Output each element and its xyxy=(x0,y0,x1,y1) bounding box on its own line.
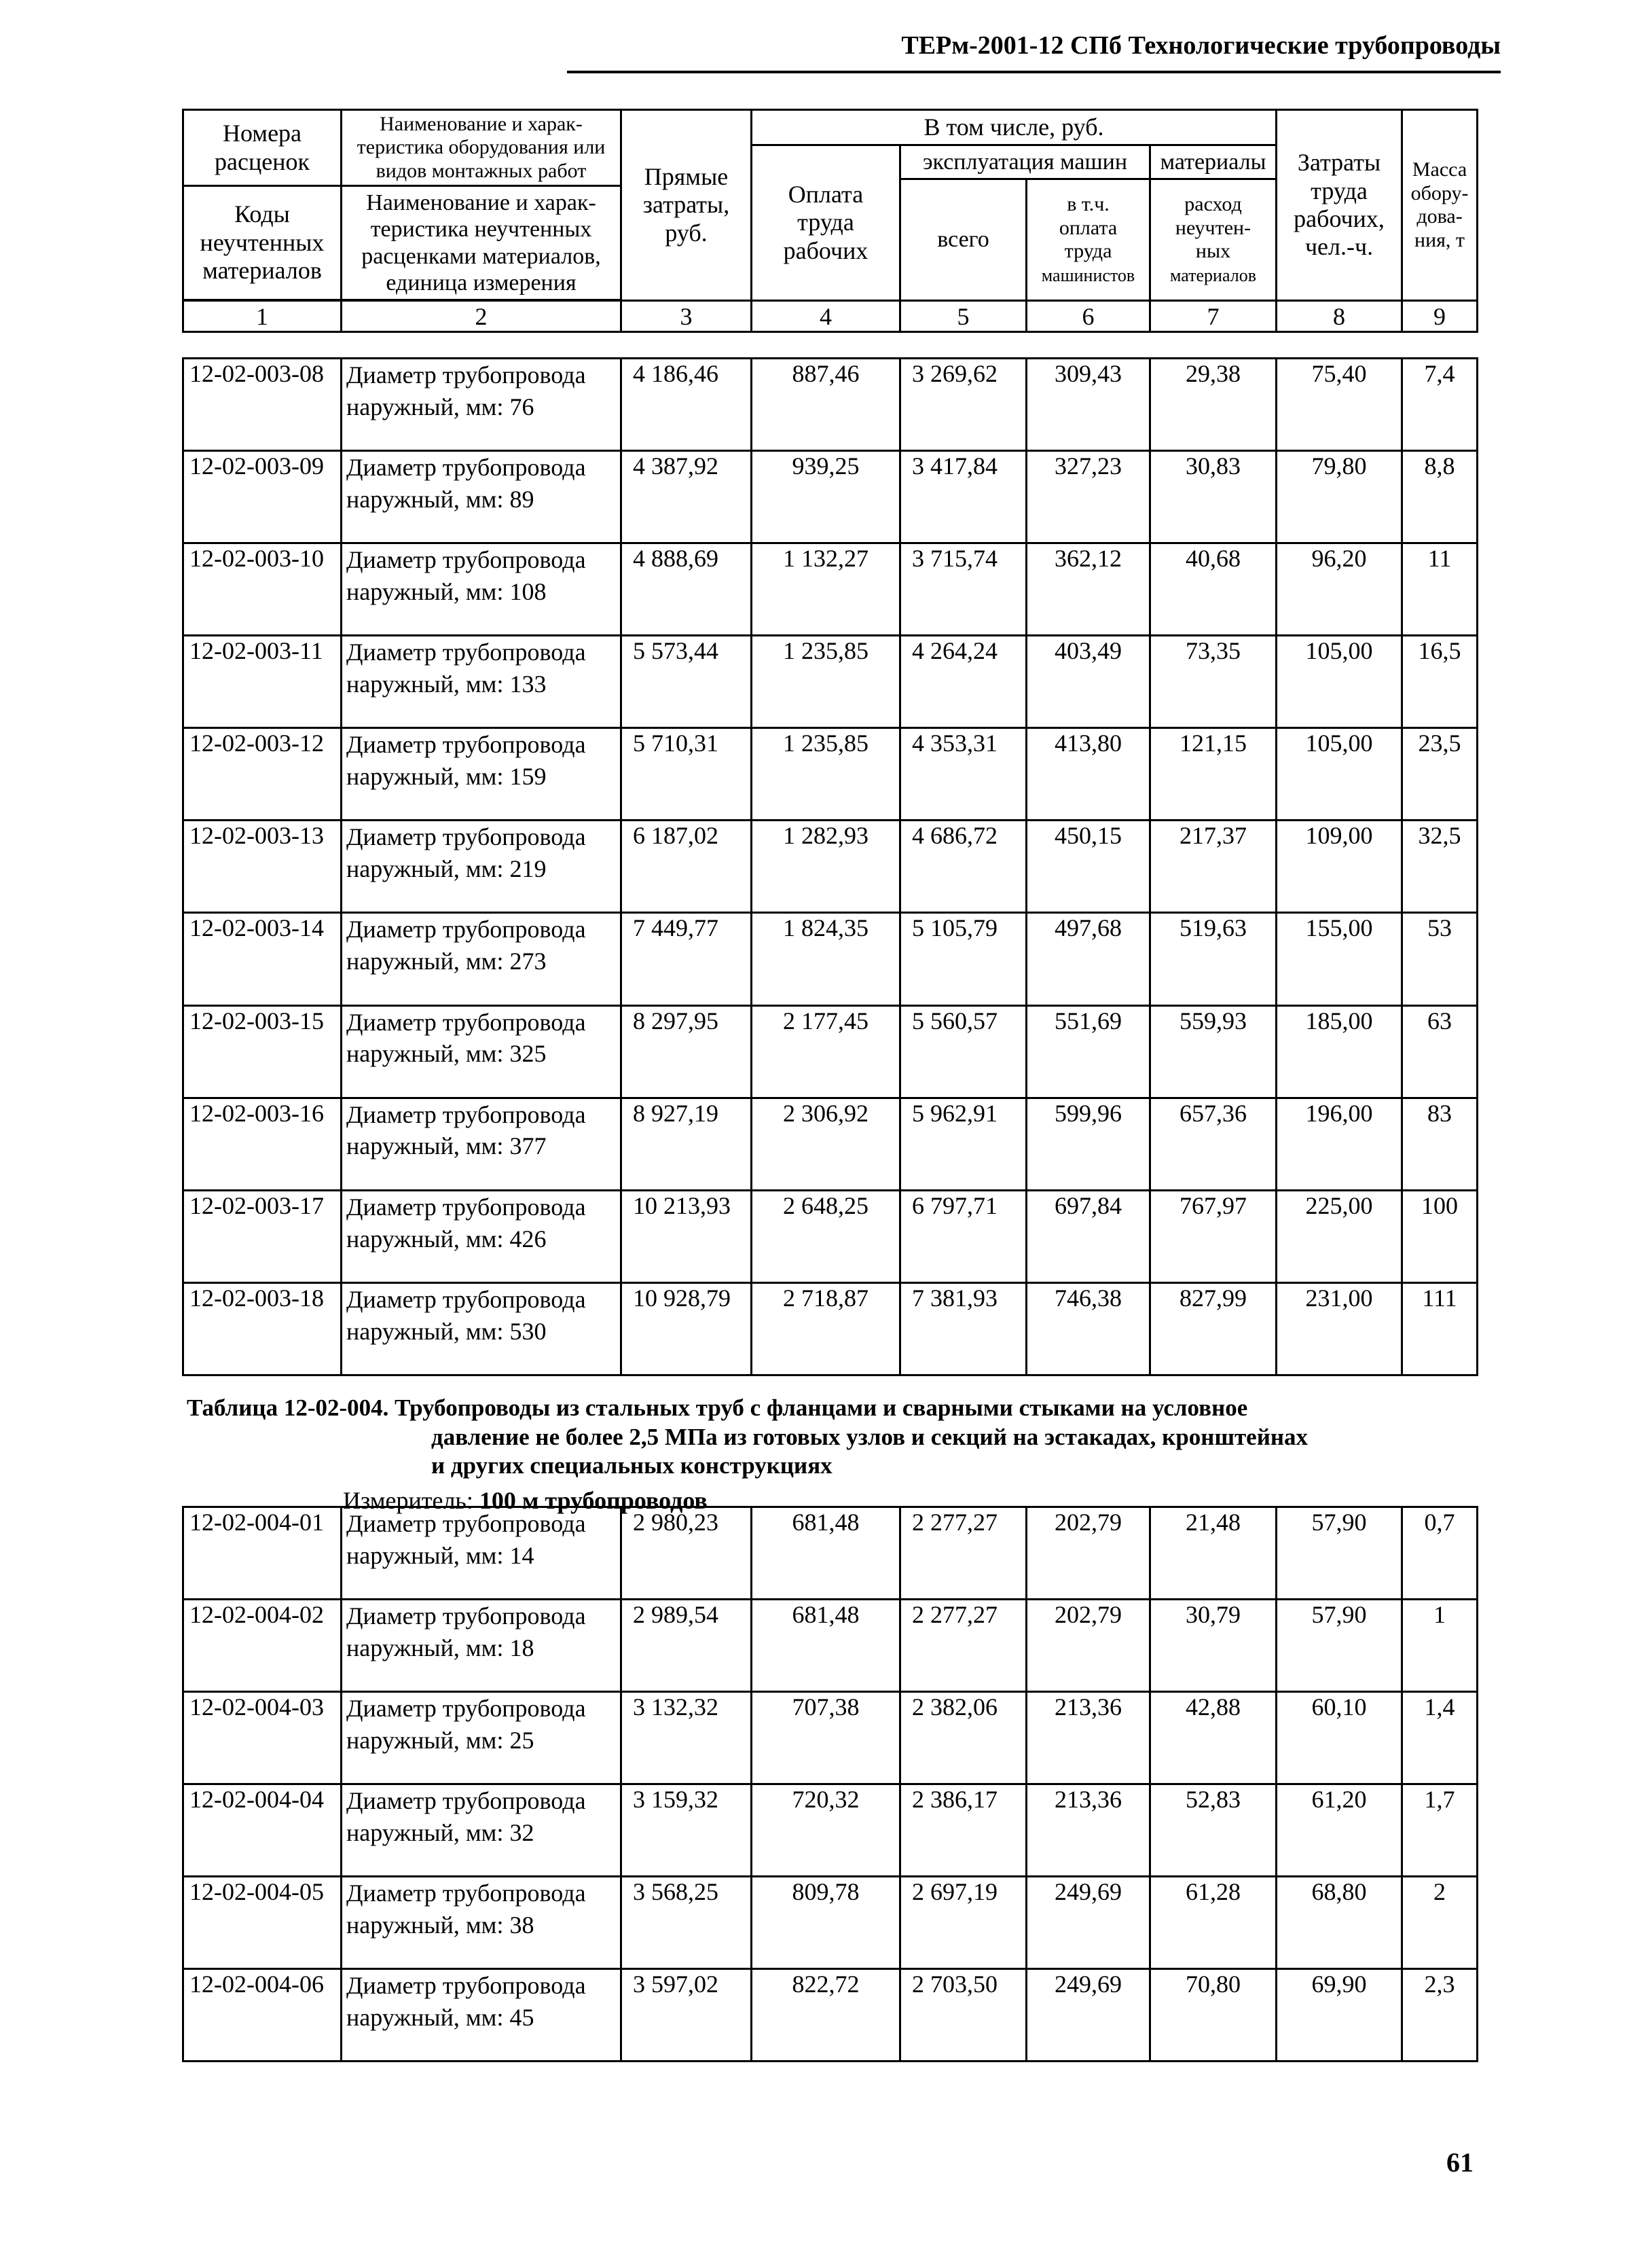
operator-pay-cell: 413,80 xyxy=(1027,728,1150,821)
labor-hours-cell: 231,00 xyxy=(1277,1282,1402,1375)
operator-pay-cell: 551,69 xyxy=(1027,1005,1150,1098)
equipment-mass-cell: 32,5 xyxy=(1402,821,1478,913)
machines-total-cell: 2 277,27 xyxy=(900,1600,1027,1692)
machines-total-cell: 2 697,19 xyxy=(900,1877,1027,1969)
column-number: 4 xyxy=(752,301,900,332)
materials-cell: 61,28 xyxy=(1150,1877,1277,1969)
equipment-mass-cell: 16,5 xyxy=(1402,636,1478,728)
worker-pay-cell: 681,48 xyxy=(752,1507,900,1600)
table-row xyxy=(183,1877,1478,1969)
labor-hours-cell: 196,00 xyxy=(1277,1098,1402,1190)
header-machine-operation: эксплуатация машин xyxy=(900,145,1150,179)
labor-hours-cell: 57,90 xyxy=(1277,1507,1402,1600)
work-description-cell: Диаметр трубопровода наружный, мм: 377 xyxy=(342,1098,621,1190)
rate-code-cell: 12-02-003-09 xyxy=(183,451,342,543)
direct-costs-cell: 3 597,02 xyxy=(621,1969,752,2062)
equipment-mass-cell: 63 xyxy=(1402,1005,1478,1098)
labor-hours-cell: 57,90 xyxy=(1277,1600,1402,1692)
work-description-cell: Диаметр трубопровода наружный, мм: 14 xyxy=(342,1507,621,1600)
worker-pay-cell: 2 648,25 xyxy=(752,1190,900,1282)
work-description-cell: Диаметр трубопровода наружный, мм: 273 xyxy=(342,913,621,1005)
rate-code-cell: 12-02-004-06 xyxy=(183,1969,342,2062)
header-materials: материалы xyxy=(1150,145,1277,179)
worker-pay-cell: 720,32 xyxy=(752,1784,900,1877)
equipment-mass-cell: 53 xyxy=(1402,913,1478,1005)
work-description-cell: Диаметр трубопровода наружный, мм: 325 xyxy=(342,1005,621,1098)
work-description-cell: Диаметр трубопровода наружный, мм: 38 xyxy=(342,1877,621,1969)
work-description-cell: Диаметр трубопровода наружный, мм: 530 xyxy=(342,1282,621,1375)
worker-pay-cell: 1 824,35 xyxy=(752,913,900,1005)
worker-pay-cell: 887,46 xyxy=(752,359,900,451)
operator-pay-cell: 202,79 xyxy=(1027,1507,1150,1600)
rate-code-cell: 12-02-003-10 xyxy=(183,543,342,636)
work-description-cell: Диаметр трубопровода наружный, мм: 89 xyxy=(342,451,621,543)
work-description-cell: Диаметр трубопровода наружный, мм: 25 xyxy=(342,1692,621,1784)
table-row xyxy=(183,359,1478,451)
direct-costs-cell: 2 980,23 xyxy=(621,1507,752,1600)
caption-line: давление не более 2,5 МПа из готовых узлов и секций на эстакадах, кронштейнах xyxy=(431,1423,1309,1450)
table-row xyxy=(183,728,1478,821)
machines-total-cell: 5 105,79 xyxy=(900,913,1027,1005)
materials-cell: 40,68 xyxy=(1150,543,1277,636)
materials-cell: 30,83 xyxy=(1150,451,1277,543)
table-row xyxy=(183,636,1478,728)
worker-pay-cell: 707,38 xyxy=(752,1692,900,1784)
equipment-mass-cell: 1 xyxy=(1402,1600,1478,1692)
direct-costs-cell: 3 159,32 xyxy=(621,1784,752,1877)
materials-cell: 217,37 xyxy=(1150,821,1277,913)
labor-hours-cell: 79,80 xyxy=(1277,451,1402,543)
column-number: 2 xyxy=(342,301,621,332)
labor-hours-cell: 225,00 xyxy=(1277,1190,1402,1282)
materials-cell: 657,36 xyxy=(1150,1098,1277,1190)
direct-costs-cell: 6 187,02 xyxy=(621,821,752,913)
measurement-unit-label: Измеритель: xyxy=(343,1487,473,1514)
equipment-mass-cell: 111 xyxy=(1402,1282,1478,1375)
machines-total-cell: 4 353,31 xyxy=(900,728,1027,821)
machines-total-cell: 4 686,72 xyxy=(900,821,1027,913)
worker-pay-cell: 809,78 xyxy=(752,1877,900,1969)
equipment-mass-cell: 1,4 xyxy=(1402,1692,1478,1784)
rate-code-cell: 12-02-003-17 xyxy=(183,1190,342,1282)
rate-code-cell: 12-02-003-15 xyxy=(183,1005,342,1098)
machines-total-cell: 2 703,50 xyxy=(900,1969,1027,2062)
labor-hours-cell: 105,00 xyxy=(1277,636,1402,728)
labor-hours-cell: 105,00 xyxy=(1277,728,1402,821)
column-number-row xyxy=(183,301,1478,332)
work-description-cell: Диаметр трубопровода наружный, мм: 219 xyxy=(342,821,621,913)
work-description-cell: Диаметр трубопровода наружный, мм: 133 xyxy=(342,636,621,728)
direct-costs-cell: 8 927,19 xyxy=(621,1098,752,1190)
caption-line: Таблица 12-02-004. Трубопроводы из стальных труб с фланцами и сварными стыками на условное xyxy=(187,1394,1248,1421)
header-col1-top: Номера расценок xyxy=(183,110,342,186)
materials-cell: 42,88 xyxy=(1150,1692,1277,1784)
rate-code-cell: 12-02-003-14 xyxy=(183,913,342,1005)
table-caption-12-02-004 xyxy=(187,1394,1477,1481)
header-machines-total: всего xyxy=(900,179,1027,301)
materials-cell: 29,38 xyxy=(1150,359,1277,451)
work-description-cell: Диаметр трубопровода наружный, мм: 426 xyxy=(342,1190,621,1282)
direct-costs-cell: 8 297,95 xyxy=(621,1005,752,1098)
rate-code-cell: 12-02-003-13 xyxy=(183,821,342,913)
labor-hours-cell: 69,90 xyxy=(1277,1969,1402,2062)
header-col1-bottom: Коды неучтенных материалов xyxy=(183,186,342,300)
table-row xyxy=(183,1005,1478,1098)
labor-hours-cell: 61,20 xyxy=(1277,1784,1402,1877)
table-row xyxy=(183,1282,1478,1375)
header-unaccounted-materials: расход неучтен- ных материалов xyxy=(1150,179,1277,301)
equipment-mass-cell: 0,7 xyxy=(1402,1507,1478,1600)
worker-pay-cell: 2 177,45 xyxy=(752,1005,900,1098)
machines-total-cell: 5 962,91 xyxy=(900,1098,1027,1190)
column-number: 9 xyxy=(1402,301,1478,332)
operator-pay-cell: 249,69 xyxy=(1027,1877,1150,1969)
direct-costs-cell: 4 888,69 xyxy=(621,543,752,636)
direct-costs-cell: 10 213,93 xyxy=(621,1190,752,1282)
operator-pay-cell: 599,96 xyxy=(1027,1098,1150,1190)
work-description-cell: Диаметр трубопровода наружный, мм: 159 xyxy=(342,728,621,821)
equipment-mass-cell: 83 xyxy=(1402,1098,1478,1190)
machines-total-cell: 2 382,06 xyxy=(900,1692,1027,1784)
table-row xyxy=(183,1600,1478,1692)
rate-code-cell: 12-02-003-08 xyxy=(183,359,342,451)
direct-costs-cell: 5 710,31 xyxy=(621,728,752,821)
column-number: 3 xyxy=(621,301,752,332)
rate-code-cell: 12-02-004-01 xyxy=(183,1507,342,1600)
machines-total-cell: 5 560,57 xyxy=(900,1005,1027,1098)
worker-pay-cell: 1 235,85 xyxy=(752,636,900,728)
materials-cell: 30,79 xyxy=(1150,1600,1277,1692)
materials-cell: 73,35 xyxy=(1150,636,1277,728)
operator-pay-cell: 362,12 xyxy=(1027,543,1150,636)
equipment-mass-cell: 7,4 xyxy=(1402,359,1478,451)
table-row xyxy=(183,543,1478,636)
operator-pay-cell: 309,43 xyxy=(1027,359,1150,451)
labor-hours-cell: 68,80 xyxy=(1277,1877,1402,1969)
table-row xyxy=(183,1969,1478,2062)
rates-table-12-02-003 xyxy=(182,357,1478,1376)
materials-cell: 121,15 xyxy=(1150,728,1277,821)
table-row xyxy=(183,913,1478,1005)
worker-pay-cell: 822,72 xyxy=(752,1969,900,2062)
table-row xyxy=(183,1692,1478,1784)
rate-code-cell: 12-02-004-02 xyxy=(183,1600,342,1692)
machines-total-cell: 7 381,93 xyxy=(900,1282,1027,1375)
direct-costs-cell: 10 928,79 xyxy=(621,1282,752,1375)
materials-cell: 767,97 xyxy=(1150,1190,1277,1282)
direct-costs-cell: 2 989,54 xyxy=(621,1600,752,1692)
operator-pay-cell: 450,15 xyxy=(1027,821,1150,913)
work-description-cell: Диаметр трубопровода наружный, мм: 45 xyxy=(342,1969,621,2062)
column-number: 1 xyxy=(183,301,342,332)
operator-pay-cell: 327,23 xyxy=(1027,451,1150,543)
rate-code-cell: 12-02-003-18 xyxy=(183,1282,342,1375)
machines-total-cell: 3 715,74 xyxy=(900,543,1027,636)
column-header-table xyxy=(182,109,1478,333)
worker-pay-cell: 939,25 xyxy=(752,451,900,543)
column-number: 7 xyxy=(1150,301,1277,332)
worker-pay-cell: 2 718,87 xyxy=(752,1282,900,1375)
materials-cell: 21,48 xyxy=(1150,1507,1277,1600)
table-row xyxy=(183,821,1478,913)
header-worker-pay: Оплата труда рабочих xyxy=(752,145,900,301)
labor-hours-cell: 96,20 xyxy=(1277,543,1402,636)
materials-cell: 70,80 xyxy=(1150,1969,1277,2062)
rate-code-cell: 12-02-003-12 xyxy=(183,728,342,821)
equipment-mass-cell: 8,8 xyxy=(1402,451,1478,543)
equipment-mass-cell: 23,5 xyxy=(1402,728,1478,821)
worker-pay-cell: 1 132,27 xyxy=(752,543,900,636)
work-description-cell: Диаметр трубопровода наружный, мм: 76 xyxy=(342,359,621,451)
labor-hours-cell: 109,00 xyxy=(1277,821,1402,913)
operator-pay-cell: 213,36 xyxy=(1027,1784,1150,1877)
direct-costs-cell: 5 573,44 xyxy=(621,636,752,728)
measurement-unit-value: 100 м трубопроводов xyxy=(479,1487,708,1514)
operator-pay-cell: 202,79 xyxy=(1027,1600,1150,1692)
table-row xyxy=(183,1507,1478,1600)
work-description-cell: Диаметр трубопровода наружный, мм: 18 xyxy=(342,1600,621,1692)
header-including: В том числе, руб. xyxy=(752,110,1277,145)
worker-pay-cell: 681,48 xyxy=(752,1600,900,1692)
rate-code-cell: 12-02-004-03 xyxy=(183,1692,342,1784)
labor-hours-cell: 155,00 xyxy=(1277,913,1402,1005)
worker-pay-cell: 2 306,92 xyxy=(752,1098,900,1190)
worker-pay-cell: 1 235,85 xyxy=(752,728,900,821)
labor-hours-cell: 75,40 xyxy=(1277,359,1402,451)
materials-cell: 52,83 xyxy=(1150,1784,1277,1877)
materials-cell: 559,93 xyxy=(1150,1005,1277,1098)
work-description-cell: Диаметр трубопровода наружный, мм: 32 xyxy=(342,1784,621,1877)
table-row xyxy=(183,1098,1478,1190)
materials-cell: 827,99 xyxy=(1150,1282,1277,1375)
header-rule xyxy=(567,71,1501,73)
work-description-cell: Диаметр трубопровода наружный, мм: 108 xyxy=(342,543,621,636)
operator-pay-cell: 403,49 xyxy=(1027,636,1150,728)
direct-costs-cell: 4 186,46 xyxy=(621,359,752,451)
labor-hours-cell: 185,00 xyxy=(1277,1005,1402,1098)
operator-pay-cell: 213,36 xyxy=(1027,1692,1150,1784)
machines-total-cell: 3 417,84 xyxy=(900,451,1027,543)
rate-code-cell: 12-02-003-16 xyxy=(183,1098,342,1190)
page-number: 61 xyxy=(1446,2147,1474,2178)
header-col2-bottom: Наименование и харак- теристика неучтенных расценками материалов, единица измерения xyxy=(342,186,621,300)
operator-pay-cell: 249,69 xyxy=(1027,1969,1150,2062)
direct-costs-cell: 3 132,32 xyxy=(621,1692,752,1784)
equipment-mass-cell: 2,3 xyxy=(1402,1969,1478,2062)
caption-line: и других специальных конструкциях xyxy=(431,1452,833,1479)
column-number: 8 xyxy=(1277,301,1402,332)
table-row xyxy=(183,451,1478,543)
equipment-mass-cell: 100 xyxy=(1402,1190,1478,1282)
rates-table-12-02-004 xyxy=(182,1506,1478,2062)
table-row xyxy=(183,1784,1478,1877)
direct-costs-cell: 4 387,92 xyxy=(621,451,752,543)
header-direct-costs: Прямые затраты, руб. xyxy=(621,110,752,301)
direct-costs-cell: 3 568,25 xyxy=(621,1877,752,1969)
header-col2-top: Наименование и харак- теристика оборудования или видов монтажных работ xyxy=(342,110,621,186)
document-header: ТЕРм-2001-12 СПб Технологические трубопроводы xyxy=(901,31,1501,60)
equipment-mass-cell: 2 xyxy=(1402,1877,1478,1969)
direct-costs-cell: 7 449,77 xyxy=(621,913,752,1005)
machines-total-cell: 2 277,27 xyxy=(900,1507,1027,1600)
header-labor-hours: Затраты труда рабочих, чел.-ч. xyxy=(1277,110,1402,301)
equipment-mass-cell: 1,7 xyxy=(1402,1784,1478,1877)
header-equipment-mass: Масса обору- дова- ния, т xyxy=(1402,110,1478,301)
header-operator-pay: в т.ч. оплата труда машинистов xyxy=(1027,179,1150,301)
operator-pay-cell: 497,68 xyxy=(1027,913,1150,1005)
machines-total-cell: 4 264,24 xyxy=(900,636,1027,728)
machines-total-cell: 6 797,71 xyxy=(900,1190,1027,1282)
worker-pay-cell: 1 282,93 xyxy=(752,821,900,913)
rate-code-cell: 12-02-004-04 xyxy=(183,1784,342,1877)
column-number: 6 xyxy=(1027,301,1150,332)
equipment-mass-cell: 11 xyxy=(1402,543,1478,636)
rate-code-cell: 12-02-003-11 xyxy=(183,636,342,728)
rate-code-cell: 12-02-004-05 xyxy=(183,1877,342,1969)
operator-pay-cell: 746,38 xyxy=(1027,1282,1150,1375)
operator-pay-cell: 697,84 xyxy=(1027,1190,1150,1282)
machines-total-cell: 3 269,62 xyxy=(900,359,1027,451)
materials-cell: 519,63 xyxy=(1150,913,1277,1005)
machines-total-cell: 2 386,17 xyxy=(900,1784,1027,1877)
column-number: 5 xyxy=(900,301,1027,332)
labor-hours-cell: 60,10 xyxy=(1277,1692,1402,1784)
table-row xyxy=(183,1190,1478,1282)
